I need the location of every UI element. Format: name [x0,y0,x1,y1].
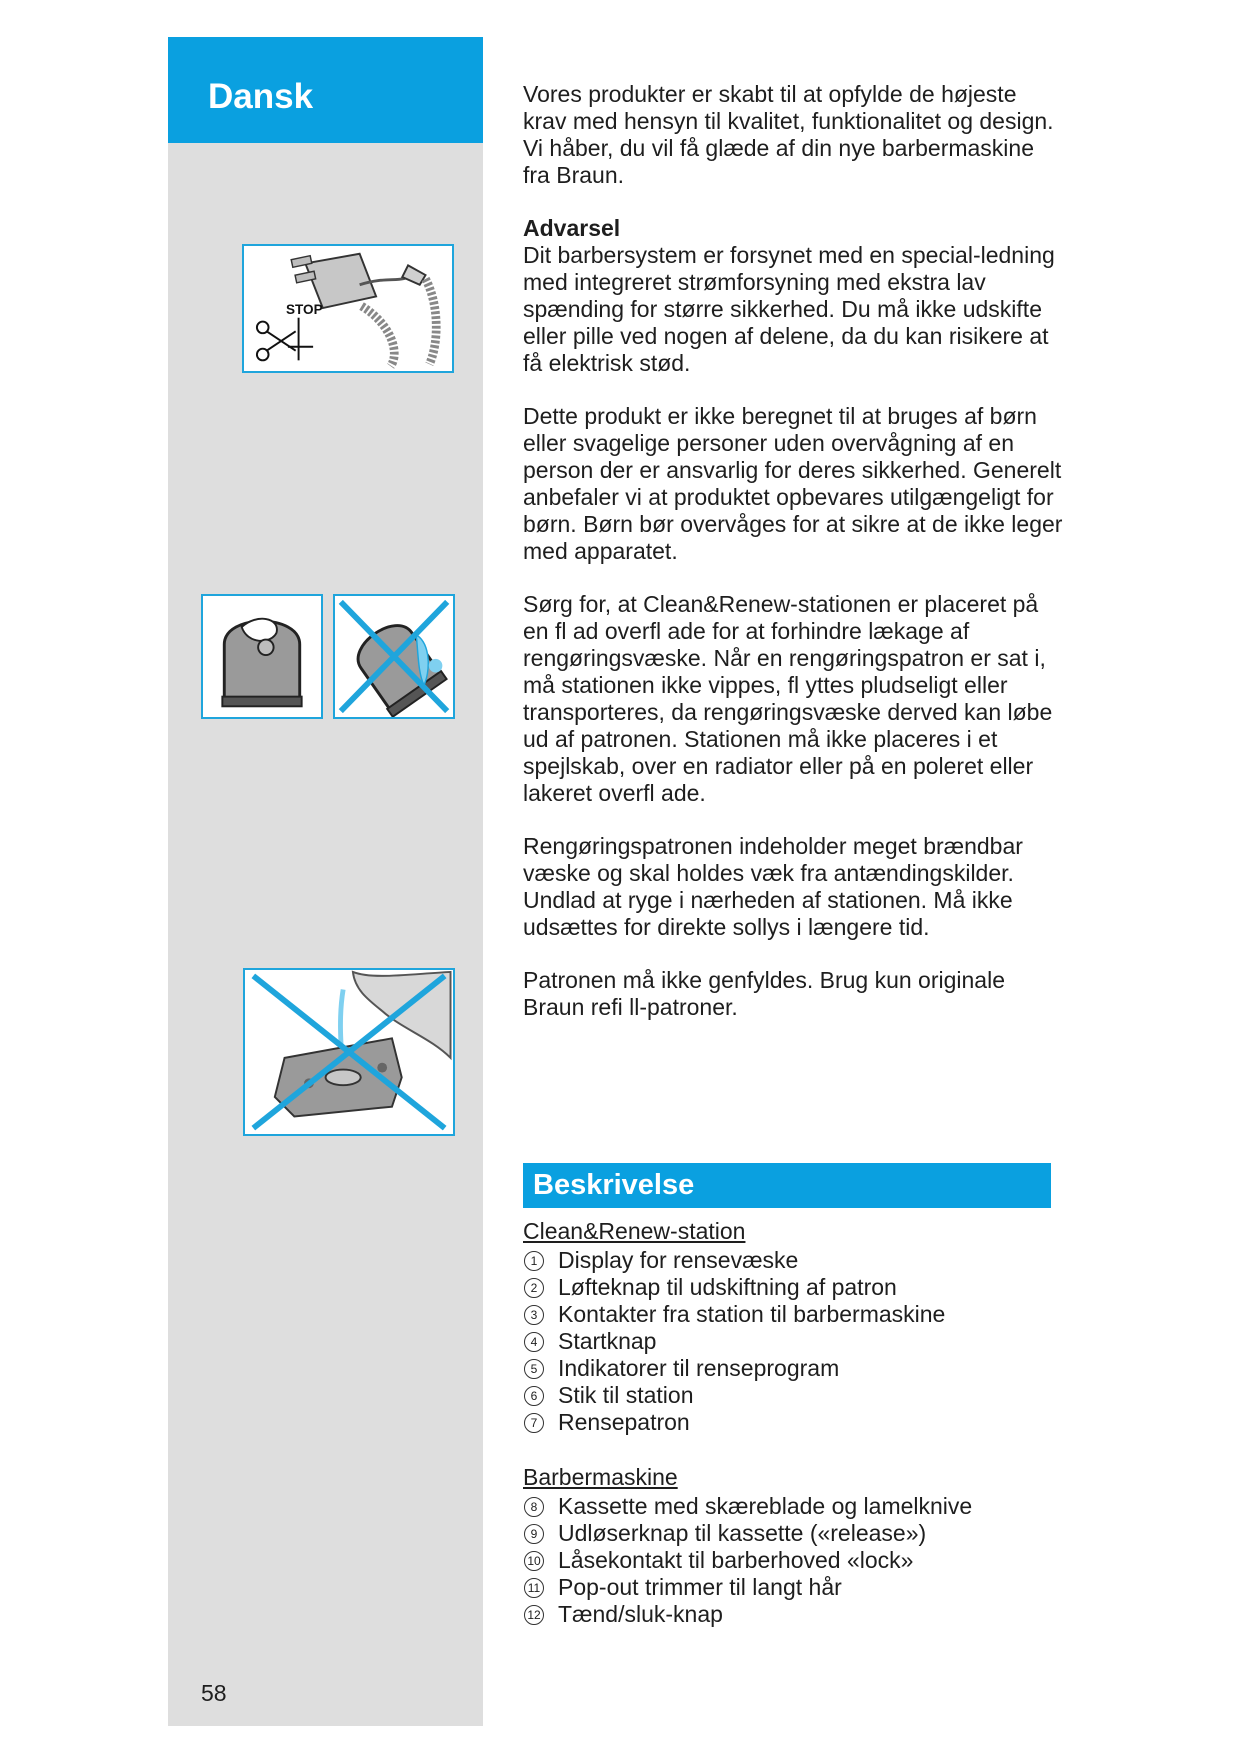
station-parts [523,1218,1063,1436]
number-circle: 5 [524,1359,544,1379]
number-circle: 12 [524,1605,544,1625]
warning-paragraph-2: Dette produkt er ikke beregnet til at bruges af børn eller svagelige personer uden overvågning af en person der er ansvarlig for deres sikkerhed. Generelt anbefaler vi at produktet opbevares utilgængeligt for børn. Børn bør overvåges for at sikre at de ikke leger med apparatet. [523,403,1063,564]
number-circle: 6 [524,1386,544,1406]
description-header [523,1163,1051,1208]
list-item: 11 Pop-out trimmer til langt hår [523,1574,1063,1601]
list-item: 8 Kassette med skæreblade og lamelknive [523,1493,1063,1520]
shaver-parts [523,1464,1063,1628]
warning-paragraph-5: Patronen må ikke genfyldes. Brug kun originale Braun refi ll-patroner. [523,967,1006,1020]
language-header [168,37,483,143]
number-circle: 1 [524,1251,544,1271]
stop-label: STOP [285,301,323,317]
refill-cartridge-illustration [245,970,453,1134]
power-cord-figure [242,244,454,373]
list-item: 10 Låsekontakt til barberhoved «lock» [523,1547,1063,1574]
list-item: 9 Udløserknap til kassette («release») [523,1520,1063,1547]
warning-heading: Advarsel [523,215,621,241]
station-tipped-figure [333,594,455,719]
warning-paragraph-4: Rengøringspatronen indeholder meget brændbar væske og skal holdes væk fra antændingskilder. Undlad at ryge i nærheden af stationen. Må ikke udsættes for direkte sollys i længere tid. [523,833,1023,940]
number-circle: 3 [524,1305,544,1325]
list-item: 2 Løfteknap til udskiftning af patron [523,1274,1063,1301]
language-title: Dansk [208,77,314,116]
warning-paragraph-1: Dit barbersystem er forsynet med en special-ledning med integreret strømforsyning med ekstra lav spænding for større sikkerhed. Du må ikke udskifte eller pille ved nogen af delene, da du kan risikere at få elektrisk stød. [523,242,1055,376]
list-item: 6 Stik til station [523,1382,1063,1409]
description-title: Beskrivelse [533,1169,695,1201]
number-circle: 7 [524,1413,544,1433]
main-text [523,81,1063,1047]
number-circle: 2 [524,1278,544,1298]
number-circle: 4 [524,1332,544,1352]
station-heading: Clean&Renew-station [523,1218,746,1244]
list-item: 3 Kontakter fra station til barbermaskine [523,1301,1063,1328]
list-item: 7 Rensepatron [523,1409,1063,1436]
shaver-heading: Barbermaskine [523,1464,678,1490]
list-item: 1 Display for rensevæske [523,1247,1063,1274]
number-circle: 11 [524,1578,544,1598]
station-upright-figure [201,594,323,719]
warning-paragraph-3: Sørg for, at Clean&Renew-stationen er placeret på en fl ad overfl ade for at forhindre lækage af rengøringsvæske. Når en rengøringspatron er sat i, må stationen ikke vippes, fl yttes pludseligt eller transporteres, da rengøringsvæske derved kan løbe ud af patronen. Stationen må ikke placeres i et spejlskab, over en radiator eller på en poleret eller lakeret overfl ade. [523,591,1053,806]
refill-cartridge-figure [243,968,455,1136]
list-item: 5 Indikatorer til renseprogram [523,1355,1063,1382]
power-cord-illustration [244,246,452,371]
number-circle: 8 [524,1497,544,1517]
station-upright-illustration [203,596,321,717]
station-tipped-illustration [335,596,453,717]
page-number: 58 [201,1680,227,1706]
number-circle: 10 [524,1551,544,1571]
intro-paragraph: Vores produkter er skabt til at opfylde de højeste krav med hensyn til kvalitet, funktionalitet og design. Vi håber, du vil få glæde af din nye barbermaskine fra Braun. [523,81,1054,188]
number-circle: 9 [524,1524,544,1544]
list-item: 4 Startknap [523,1328,1063,1355]
list-item: 12 Tænd/sluk-knap [523,1601,1063,1628]
